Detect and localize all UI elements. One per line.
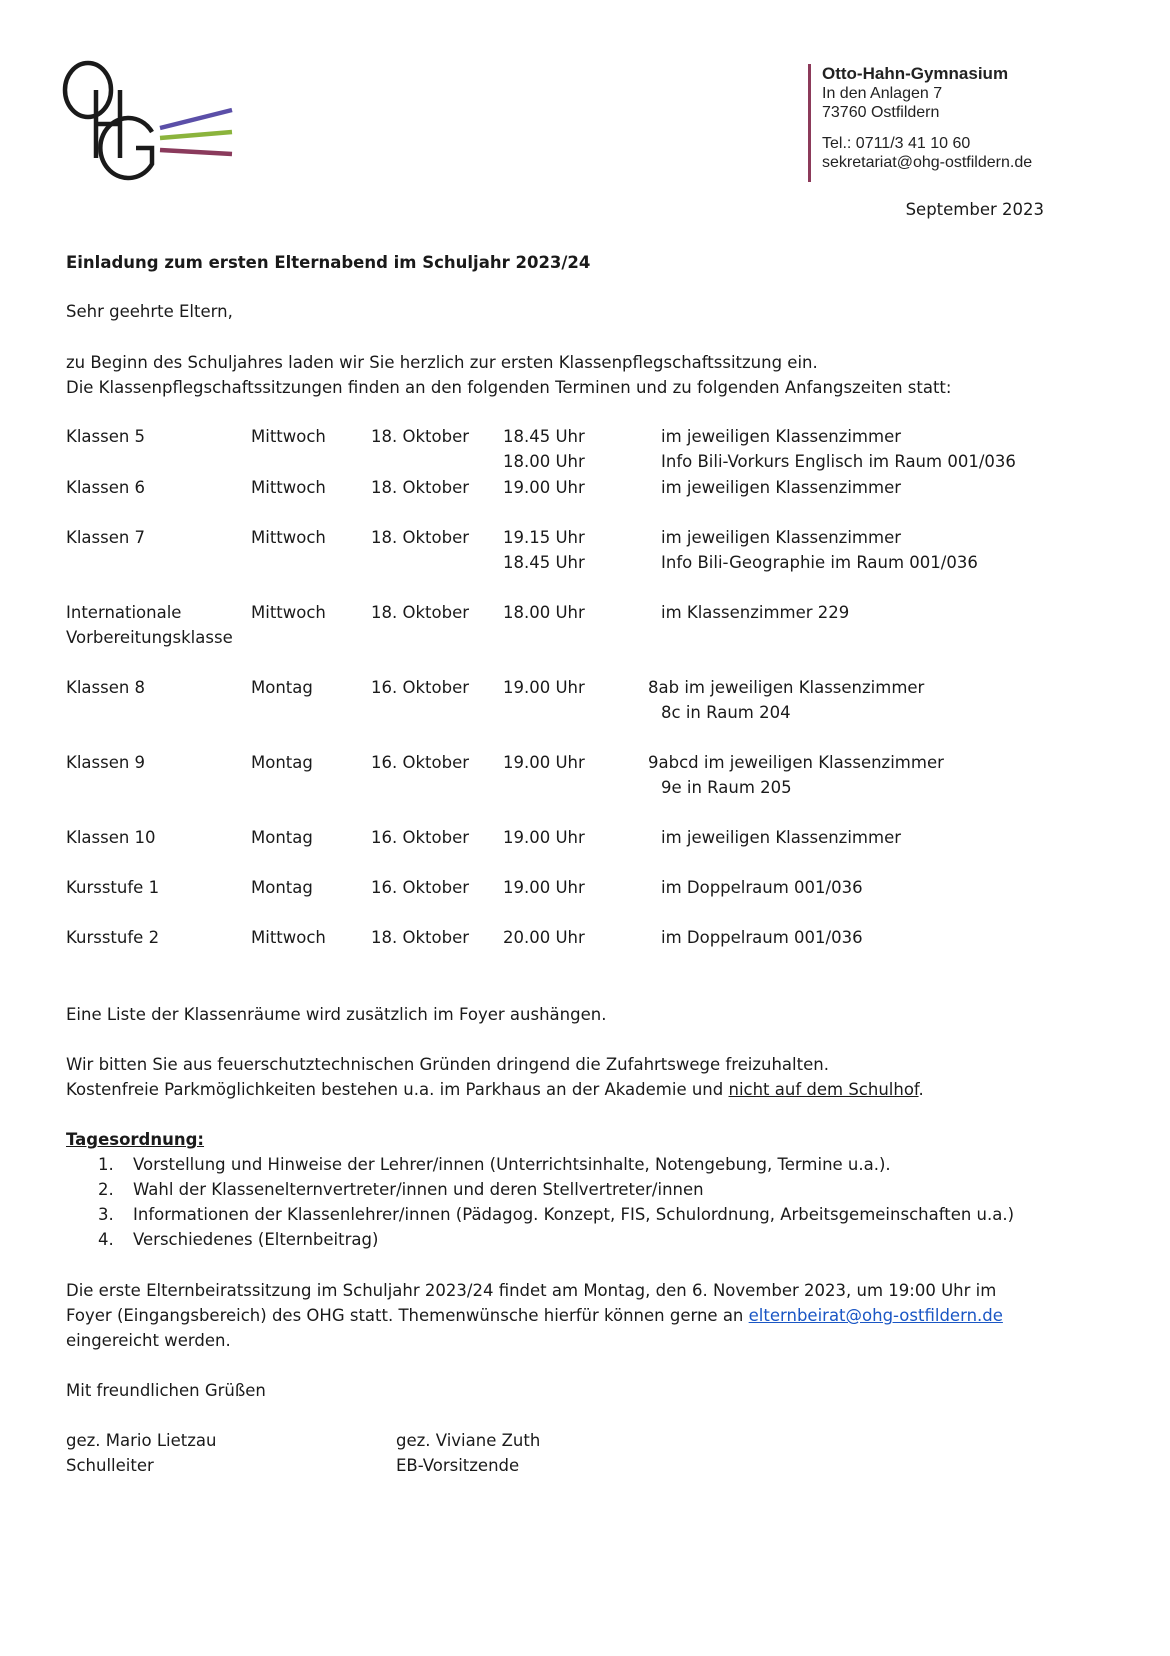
signature-name: gez. Mario Lietzau (66, 1431, 217, 1450)
schedule-class: Klassen 8 (66, 678, 146, 697)
agenda-text: Informationen der Klassenlehrer/innen (Pädagog. Konzept, FIS, Schulordnung, Arbeitsgemeinschaften u.a.) (133, 1205, 1015, 1224)
schedule-date: 18. Oktober (371, 427, 470, 446)
signature-role: EB-Vorsitzende (396, 1456, 520, 1475)
parking-note-end: . (918, 1080, 924, 1099)
agenda-number: 2. (98, 1180, 114, 1199)
eb-email-link[interactable]: elternbeirat@ohg-ostfildern.de (748, 1306, 1003, 1325)
schedule-class: Klassen 7 (66, 528, 146, 547)
schedule-place: im jeweiligen Klassenzimmer (661, 528, 902, 547)
schedule-class: Kursstufe 2 (66, 928, 160, 947)
intro-line-1: zu Beginn des Schuljahres laden wir Sie herzlich zur ersten Klassenpflegschaftssitzung ein. (66, 353, 818, 372)
agenda-item (98, 1227, 1014, 1252)
schedule-day: Mittwoch (251, 528, 326, 547)
schedule-time: 19.15 Uhr (503, 528, 585, 547)
eb-line-2-text: Foyer (Eingangsbereich) des OHG statt. Themenwünsche hierfür können gerne an (66, 1306, 749, 1325)
schedule-class: Klassen 9 (66, 753, 146, 772)
schedule-class: Klassen 6 (66, 478, 146, 497)
eb-line-2 (66, 1303, 1003, 1328)
school-name: Otto-Hahn-Gymnasium (822, 64, 1009, 83)
schedule-time: 19.00 Uhr (503, 878, 585, 897)
schedule-day: Mittwoch (251, 478, 326, 497)
schedule-place: 8ab im jeweiligen Klassenzimmer (648, 678, 925, 697)
logo-stripe-green (160, 132, 232, 138)
parking-note-text: Kostenfreie Parkmöglichkeiten bestehen u.a. im Parkhaus an der Akademie und (66, 1080, 729, 1099)
schedule-time: 19.00 Uhr (503, 753, 585, 772)
schedule-time: 19.00 Uhr (503, 828, 585, 847)
schedule-date: 16. Oktober (371, 678, 470, 697)
schedule-place: im Klassenzimmer 229 (661, 603, 850, 622)
schedule-day: Montag (251, 753, 313, 772)
schedule-day: Montag (251, 878, 313, 897)
schedule-time: 20.00 Uhr (503, 928, 585, 947)
schedule-place: im jeweiligen Klassenzimmer (661, 478, 902, 497)
address-street: In den Anlagen 7 (822, 85, 943, 102)
ohg-logo (58, 60, 238, 186)
letter-date: September 2023 (905, 200, 1044, 219)
schedule-day: Mittwoch (251, 928, 326, 947)
schedule-place: im jeweiligen Klassenzimmer (661, 828, 902, 847)
signature-role: Schulleiter (66, 1456, 154, 1475)
agenda-list (98, 1152, 1014, 1252)
address-phone: Tel.: 0711/3 41 10 60 (822, 135, 971, 152)
schedule-place-2: Info Bili-Geographie im Raum 001/036 (661, 553, 978, 572)
signature-eb-chair (396, 1428, 540, 1478)
signature-name: gez. Viviane Zuth (396, 1431, 541, 1450)
schedule-day: Montag (251, 678, 313, 697)
schedule-time: 18.45 Uhr (503, 427, 585, 446)
schedule-date: 18. Oktober (371, 478, 470, 497)
address-email: sekretariat@ohg-ostfildern.de (822, 154, 1033, 171)
address-city: 73760 Ostfildern (822, 104, 940, 121)
schedule-class: Internationale (66, 603, 182, 622)
eb-line-1: Die erste Elternbeiratssitzung im Schuljahr 2023/24 findet am Montag, den 6. November 2023, um 19:00 Uhr im (66, 1281, 997, 1300)
agenda-title: Tagesordnung: (66, 1130, 205, 1149)
intro-line-2: Die Klassenpflegschaftssitzungen finden an den folgenden Terminen und zu folgenden Anfangszeiten statt: (66, 378, 952, 397)
salutation: Sehr geehrte Eltern, (66, 302, 233, 321)
schedule-place-2: 8c in Raum 204 (661, 703, 791, 722)
schedule-day: Mittwoch (251, 427, 326, 446)
schedule-time: 18.00 Uhr (503, 603, 585, 622)
schedule-time-2: 18.00 Uhr (503, 452, 585, 471)
schedule-date: 16. Oktober (371, 753, 470, 772)
eb-line-3: eingereicht werden. (66, 1331, 231, 1350)
signature-principal (66, 1428, 216, 1478)
schedule-time: 19.00 Uhr (503, 678, 585, 697)
fire-note: Wir bitten Sie aus feuerschutztechnischen Gründen dringend die Zufahrtswege freizuhalten. (66, 1055, 829, 1074)
schedule-date: 18. Oktober (371, 928, 470, 947)
schedule-class: Kursstufe 1 (66, 878, 160, 897)
schedule-place: im Doppelraum 001/036 (661, 928, 863, 947)
schedule-place: im jeweiligen Klassenzimmer (661, 427, 902, 446)
schedule-class: Klassen 5 (66, 427, 146, 446)
agenda-item (98, 1152, 1014, 1177)
schedule-place-2: Info Bili-Vorkurs Englisch im Raum 001/036 (661, 452, 1016, 471)
logo-stripe-purple (160, 110, 232, 128)
schedule-place: 9abcd im jeweiligen Klassenzimmer (648, 753, 944, 772)
letter-subject: Einladung zum ersten Elternabend im Schuljahr 2023/24 (66, 253, 591, 272)
schedule-place: im Doppelraum 001/036 (661, 878, 863, 897)
agenda-text: Wahl der Klassenelternvertreter/innen und deren Stellvertreter/innen (133, 1180, 704, 1199)
address-block (808, 64, 1082, 182)
rooms-note: Eine Liste der Klassenräume wird zusätzlich im Foyer aushängen. (66, 1005, 607, 1024)
schedule-date: 18. Oktober (371, 603, 470, 622)
schedule-day: Mittwoch (251, 603, 326, 622)
schedule-place-2: 9e in Raum 205 (661, 778, 792, 797)
closing: Mit freundlichen Grüßen (66, 1381, 266, 1400)
schedule-date: 16. Oktober (371, 878, 470, 897)
agenda-number: 1. (98, 1155, 114, 1174)
schedule-date: 16. Oktober (371, 828, 470, 847)
parking-note (66, 1077, 924, 1102)
schedule-day: Montag (251, 828, 313, 847)
parking-note-underlined: nicht auf dem Schulhof (728, 1080, 919, 1099)
schedule-date: 18. Oktober (371, 528, 470, 547)
schedule-class-2: Vorbereitungsklasse (66, 628, 233, 647)
schedule-time: 19.00 Uhr (503, 478, 585, 497)
agenda-text: Verschiedenes (Elternbeitrag) (133, 1230, 379, 1249)
schedule-class: Klassen 10 (66, 828, 156, 847)
agenda-text: Vorstellung und Hinweise der Lehrer/innen (Unterrichtsinhalte, Notengebung, Termine u.a.). (133, 1155, 891, 1174)
agenda-item (98, 1202, 1014, 1227)
logo-stripe-red (160, 150, 232, 154)
agenda-item (98, 1177, 1014, 1202)
agenda-number: 4. (98, 1230, 114, 1249)
agenda-number: 3. (98, 1205, 114, 1224)
schedule-time-2: 18.45 Uhr (503, 553, 585, 572)
